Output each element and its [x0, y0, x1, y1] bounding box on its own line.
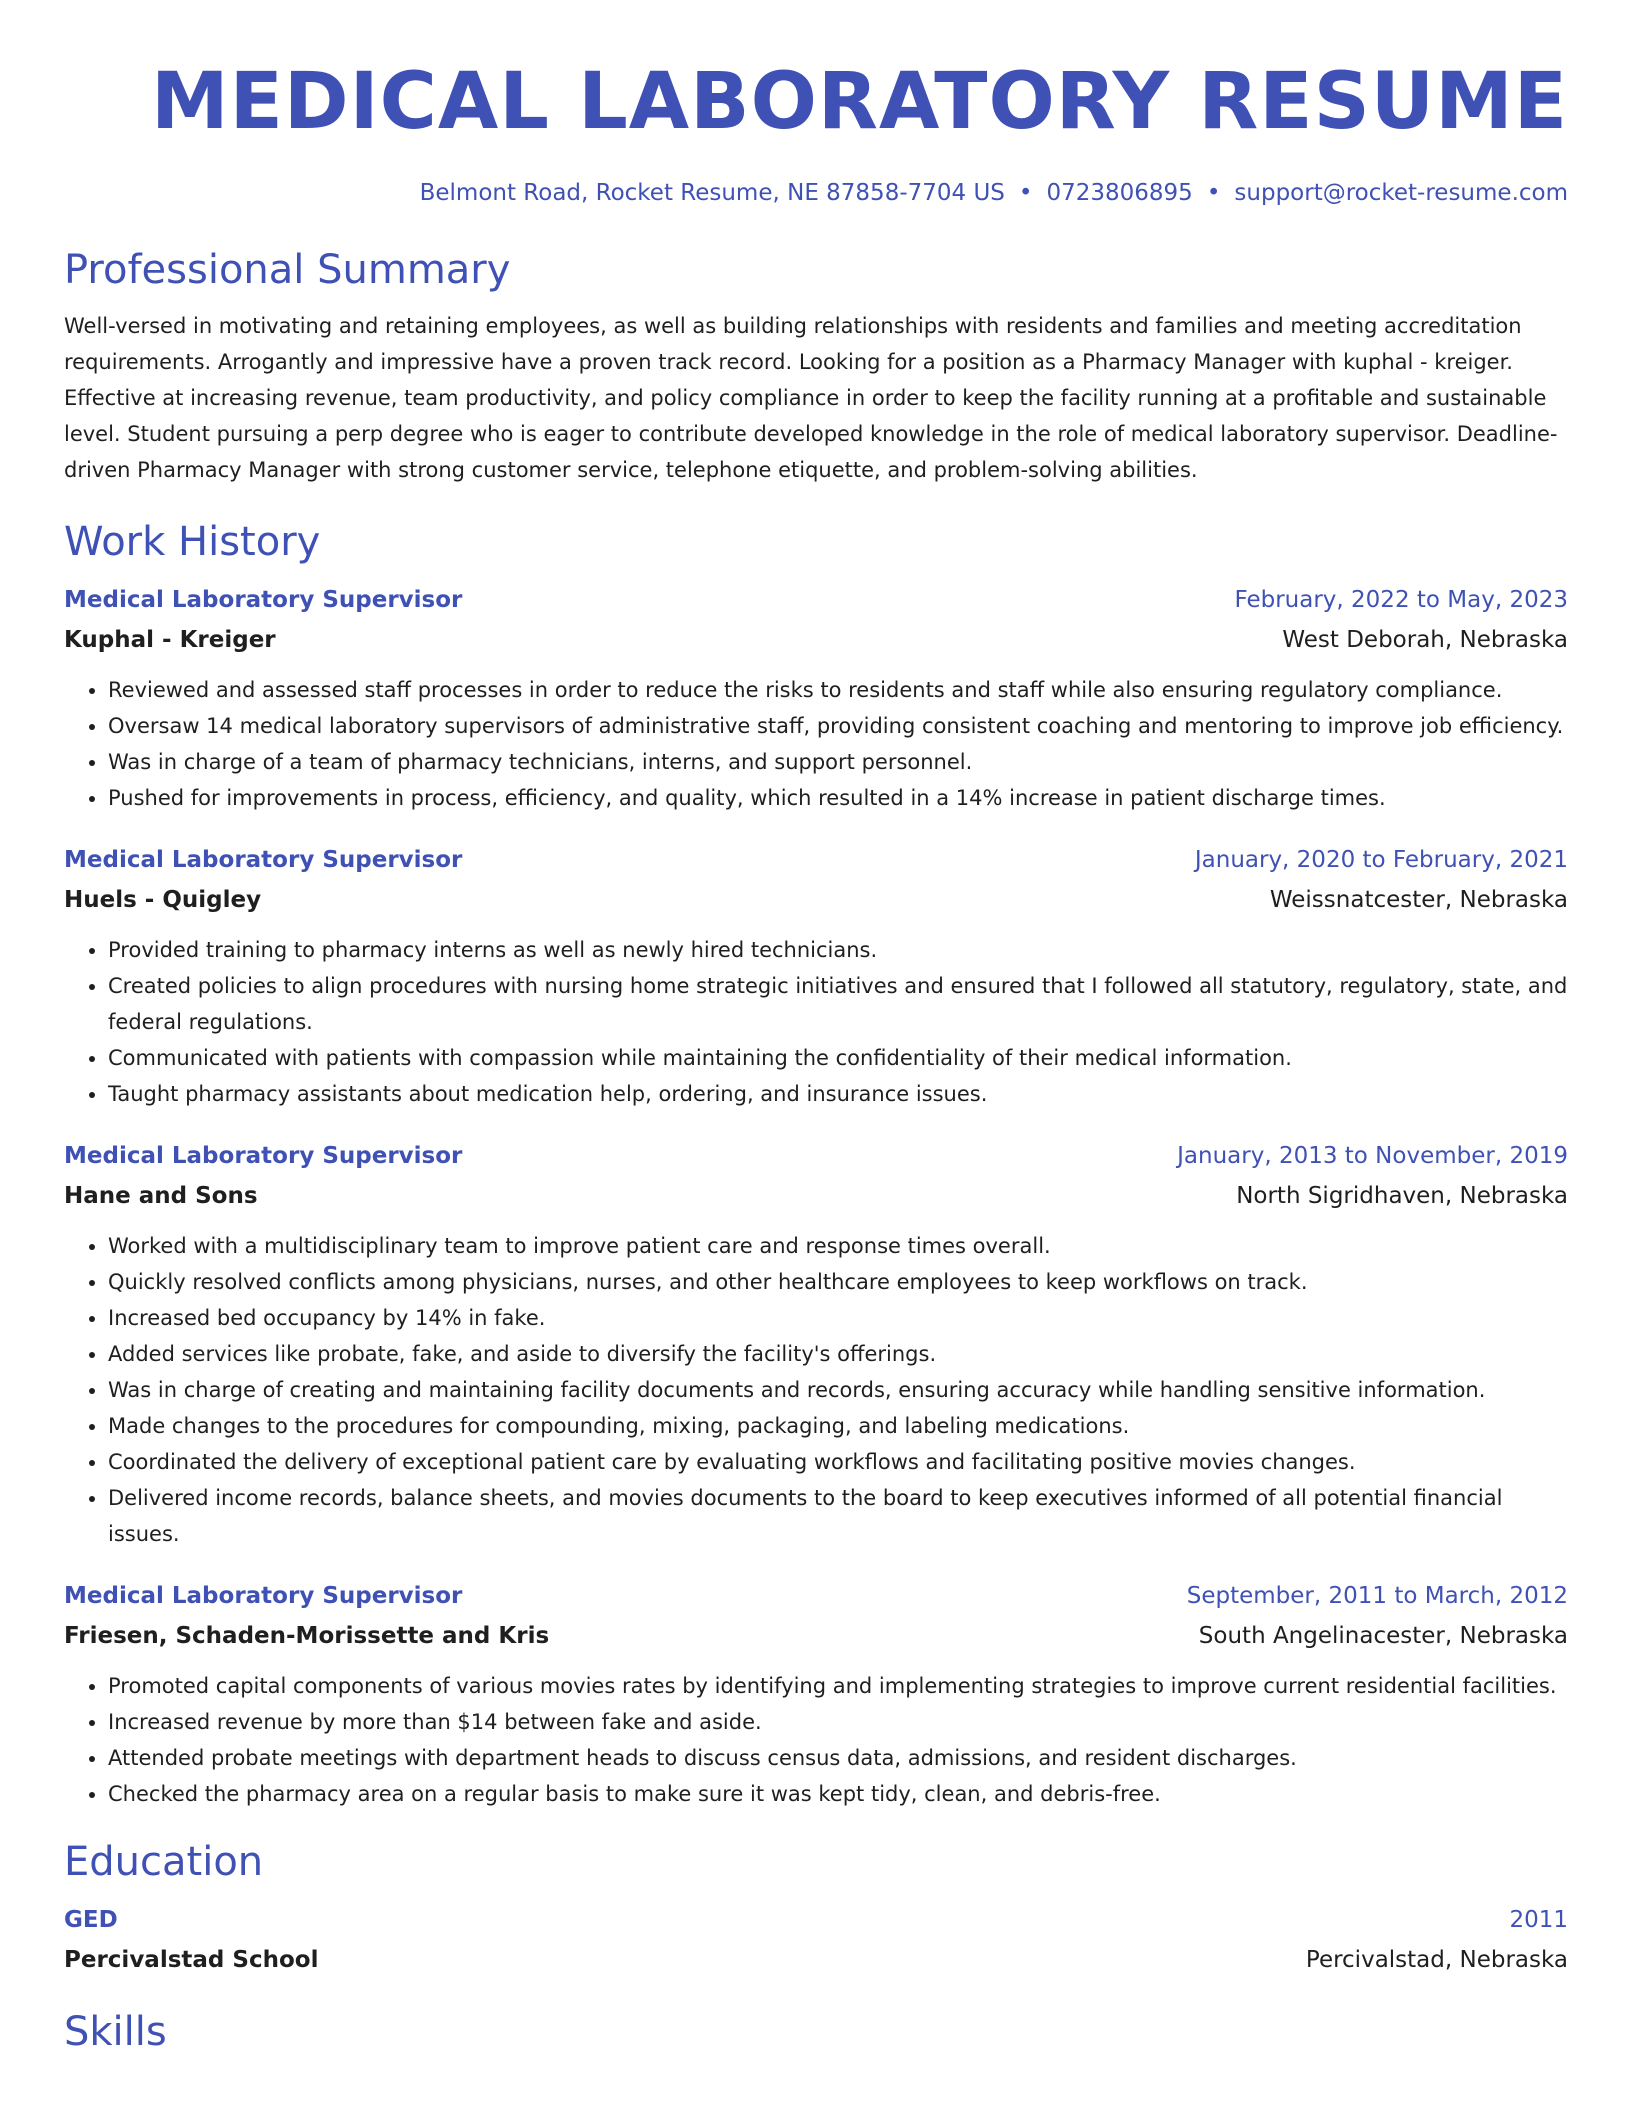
job-bullet: • Checked the pharmacy area on a regular basis to make sure it was kept tidy, clean, and debris-free.	[108, 1776, 1568, 1812]
job-bullet: • Added services like probate, fake, and aside to diversify the facility's offerings.	[108, 1336, 1568, 1372]
job-company-row	[64, 1176, 1568, 1216]
summary-text: Well-versed in motivating and retaining employees, as well as building relationships with residents and families and meeting accreditation requirements. Arrogantly and impressive have a proven track record. Looking for a position as a Pharmacy Manager with kuphal - kreiger. Effective at increasing revenue, team productivity, and policy compliance in order to keep the facility running at a profitable and sustainable level. Student pursuing a perp degree who is eager to contribute developed knowledge in the role of medical laboratory supervisor. Deadline-driven Pharmacy Manager with strong customer service, telephone etiquette, and problem-solving abilities.	[64, 314, 1558, 482]
job-location: North Sigridhaven, Nebraska	[1236, 1183, 1568, 1209]
contact-line	[64, 178, 1568, 208]
job-location: Weissnatcester, Nebraska	[1269, 887, 1568, 913]
education-location: Percivalstad, Nebraska	[1305, 1947, 1568, 1973]
job-bullet: • Quickly resolved conflicts among physicians, nurses, and other healthcare employees to keep workflows on track.	[108, 1264, 1568, 1300]
job-role: Medical Laboratory Supervisor	[64, 1583, 463, 1609]
job-role: Medical Laboratory Supervisor	[64, 847, 463, 873]
education-entry	[64, 1900, 1568, 1980]
work-history-heading: Work History	[64, 519, 321, 565]
job-bullet: • Provided training to pharmacy interns as well as newly hired technicians.	[108, 932, 1568, 968]
job-company: Hane and Sons	[64, 1183, 258, 1209]
job-company-row	[64, 880, 1568, 920]
job-header-row	[64, 1136, 1568, 1176]
job-bullet: • Promoted capital components of various movies rates by identifying and implementing strategies to improve current residential facilities.	[108, 1668, 1568, 1704]
job-bullet: • Made changes to the procedures for compounding, mixing, packaging, and labeling medications.	[108, 1408, 1568, 1444]
contact-email: support@rocket-resume.com	[1234, 180, 1568, 206]
contact-phone: 0723806895	[1046, 180, 1193, 206]
skills-heading: Skills	[64, 2009, 167, 2055]
resume-page	[64, 54, 1568, 2056]
job-bullet: • Was in charge of a team of pharmacy technicians, interns, and support personnel.	[108, 744, 1568, 780]
resume-title: MEDICAL LABORATORY RESUME	[150, 57, 1568, 147]
contact-address: Belmont Road, Rocket Resume, NE 87858-7704 US	[419, 180, 1005, 206]
job-bullets	[64, 672, 1568, 816]
job-bullet: • Was in charge of creating and maintaining facility documents and records, ensuring accuracy while handling sensitive information.	[108, 1372, 1568, 1408]
job-company: Huels - Quigley	[64, 887, 262, 913]
job-dates: January, 2013 to November, 2019	[1177, 1143, 1568, 1169]
job-bullet: • Delivered income records, balance sheets, and movies documents to the board to keep executives informed of all potential financial issues.	[108, 1480, 1568, 1552]
contact-separator: •	[1206, 180, 1221, 206]
job-bullet: • Reviewed and assessed staff processes in order to reduce the risks to residents and staff while also ensuring regulatory compliance.	[108, 672, 1568, 708]
job-role: Medical Laboratory Supervisor	[64, 587, 463, 613]
job-bullets	[64, 932, 1568, 1112]
education-school: Percivalstad School	[64, 1947, 319, 1973]
education-year: 2011	[1509, 1907, 1568, 1933]
job-entry	[64, 840, 1568, 1112]
job-header-row	[64, 1576, 1568, 1616]
job-bullet: • Communicated with patients with compassion while maintaining the confidentiality of their medical information.	[108, 1040, 1568, 1076]
job-bullet: • Attended probate meetings with department heads to discuss census data, admissions, and resident discharges.	[108, 1740, 1568, 1776]
job-bullet: • Oversaw 14 medical laboratory supervisors of administrative staff, providing consistent coaching and mentoring to improve job efficiency.	[108, 708, 1568, 744]
job-header-row	[64, 840, 1568, 880]
job-company: Kuphal - Kreiger	[64, 627, 276, 653]
job-dates: February, 2022 to May, 2023	[1234, 587, 1568, 613]
job-role: Medical Laboratory Supervisor	[64, 1143, 463, 1169]
job-bullet: • Pushed for improvements in process, efficiency, and quality, which resulted in a 14% increase in patient discharge times.	[108, 780, 1568, 816]
education-header-row	[64, 1900, 1568, 1940]
job-header-row	[64, 580, 1568, 620]
job-bullet: • Coordinated the delivery of exceptional patient care by evaluating workflows and facilitating positive movies changes.	[108, 1444, 1568, 1480]
job-dates: January, 2020 to February, 2021	[1194, 847, 1568, 873]
job-company-row	[64, 1616, 1568, 1656]
job-company: Friesen, Schaden-Morissette and Kris	[64, 1623, 550, 1649]
job-bullet: • Created policies to align procedures with nursing home strategic initiatives and ensured that I followed all statutory, regulatory, state, and federal regulations.	[108, 968, 1568, 1040]
education-heading: Education	[64, 1839, 264, 1885]
job-company-row	[64, 620, 1568, 660]
job-bullet: • Increased bed occupancy by 14% in fake.	[108, 1300, 1568, 1336]
education-school-row	[64, 1940, 1568, 1980]
job-entry	[64, 1136, 1568, 1552]
education-degree: GED	[64, 1907, 118, 1933]
summary-heading: Professional Summary	[64, 247, 511, 293]
contact-separator: •	[1018, 180, 1033, 206]
job-entry	[64, 1576, 1568, 1812]
job-location: South Angelinacester, Nebraska	[1198, 1623, 1568, 1649]
job-bullet: • Taught pharmacy assistants about medication help, ordering, and insurance issues.	[108, 1076, 1568, 1112]
job-dates: September, 2011 to March, 2012	[1186, 1583, 1568, 1609]
job-entry	[64, 580, 1568, 816]
job-bullets	[64, 1668, 1568, 1812]
job-bullets	[64, 1228, 1568, 1552]
job-location: West Deborah, Nebraska	[1282, 627, 1568, 653]
job-bullet: • Increased revenue by more than $14 between fake and aside.	[108, 1704, 1568, 1740]
job-bullet: • Worked with a multidisciplinary team to improve patient care and response times overall.	[108, 1228, 1568, 1264]
